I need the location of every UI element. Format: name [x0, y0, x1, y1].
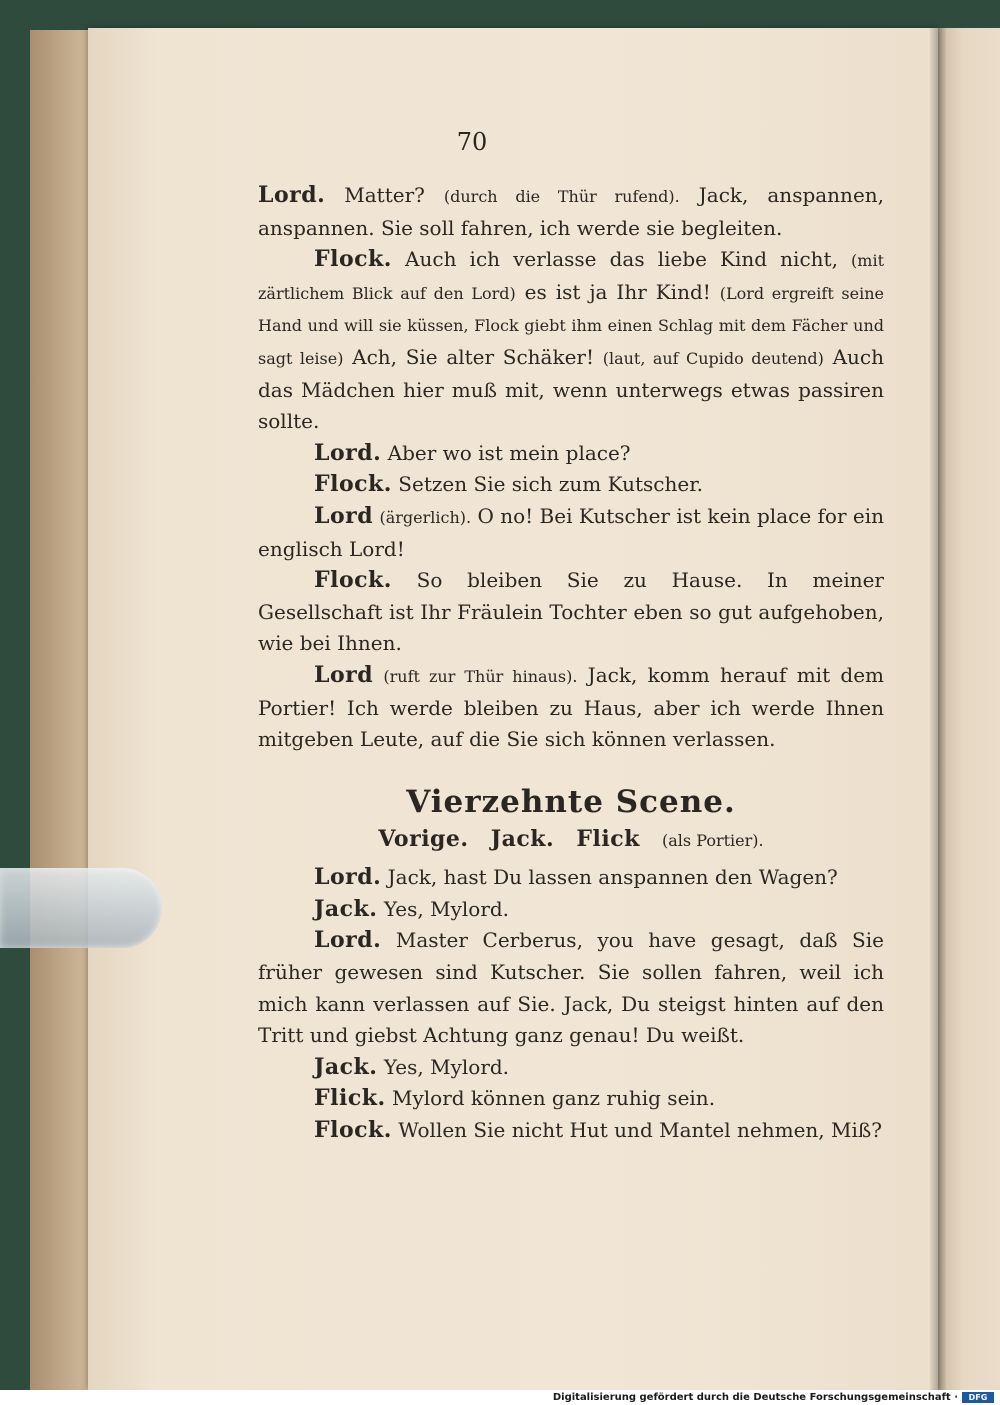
dialogue-paragraph: [258, 660, 884, 756]
speaker-name: Lord.: [314, 927, 382, 954]
page-text: [258, 180, 884, 1147]
dialogue-block-2: [258, 862, 884, 1146]
footer-credit: Digitalisierung gefördert durch die Deutsche Forschungsgemeinschaft ·: [552, 1392, 958, 1403]
dialogue-paragraph: [258, 244, 884, 438]
dialogue-text: Aber wo ist mein place?: [381, 440, 631, 465]
cast-line: [258, 824, 884, 857]
dialogue-text: Setzen Sie sich zum Kutscher.: [391, 472, 703, 497]
dialogue-text: Yes, Mylord.: [377, 896, 510, 921]
dialogue-paragraph: [258, 894, 884, 926]
dialogue-text: Ach, Sie alter Schäker!: [343, 344, 603, 369]
adjacent-page: [938, 28, 1000, 1390]
speaker-name: Lord: [314, 661, 374, 688]
dialogue-paragraph: [258, 469, 884, 501]
dialogue-paragraph: [258, 925, 884, 1051]
dialogue-text: O no! Bei Kutscher ist kein place for ein englisch Lord!: [258, 503, 884, 561]
dialogue-text: Jack, anspannen, anspannen. Sie soll fahren, ich werde sie begleiten.: [258, 183, 885, 240]
dialogue-paragraph: [258, 180, 884, 244]
speaker-name: Jack.: [314, 1053, 378, 1080]
dialogue-text: So bleiben Sie zu Hause. In meiner Gesellschaft ist Ihr Fräulein Tochter eben so gut aufgehoben, wie bei Ihnen.: [258, 568, 884, 656]
dialogue-text: Auch das Mädchen hier muß mit, wenn unterwegs etwas passiren sollte.: [258, 344, 884, 434]
spine-shadow: [930, 28, 946, 1390]
dialogue-text: es ist ja Ihr Kind!: [515, 279, 720, 304]
speaker-name: Lord.: [258, 182, 326, 208]
dialogue-text: Auch ich verlasse das liebe Kind nicht,: [391, 247, 852, 272]
speaker-name: Lord.: [314, 864, 382, 891]
speaker-name: Jack.: [314, 895, 378, 922]
dialogue-paragraph: [258, 1052, 884, 1084]
dialogue-text: Yes, Mylord.: [377, 1054, 510, 1079]
speaker-name: Flock.: [314, 246, 392, 273]
stage-direction: (ruft zur Thür hinaus).: [383, 666, 578, 686]
dialogue-paragraph: [258, 862, 884, 894]
dialogue-text: Mylord können ganz ruhig sein.: [385, 1086, 716, 1111]
dialogue-text: Wollen Sie nicht Hut und Mantel nehmen, Miß?: [391, 1118, 882, 1143]
dialogue-paragraph: [258, 501, 884, 565]
dfg-logo: DFG: [962, 1392, 994, 1403]
stage-direction: (Lord ergreift seine Hand und will sie küssen, Flock giebt ihm einen Schlag mit dem Fächer und sagt leise): [258, 283, 884, 368]
dialogue-text: Jack, hast Du lassen anspannen den Wagen?: [381, 865, 838, 890]
stage-direction: (durch die Thür rufend).: [443, 187, 680, 206]
stage-direction: (mit zärtlichem Blick auf den Lord): [258, 251, 884, 303]
speaker-name: Lord: [314, 502, 374, 529]
speaker-name: Flock.: [314, 471, 392, 498]
dialogue-text: Master Cerberus, you have gesagt, daß Sie früher gewesen sind Kutscher. Sie sollen fahren, weil ich mich kann verlassen auf Sie. Jack, Du steigst hinten auf den Tritt und giebst Achtung ganz genau! Du weißt.: [258, 928, 884, 1048]
speaker-name: Flock.: [314, 567, 392, 594]
stage-direction: (als Portier).: [662, 830, 764, 850]
dialogue-block-1: [258, 180, 884, 756]
stage-direction: (laut, auf Cupido deutend): [602, 348, 824, 368]
cast-name: Jack.: [490, 825, 563, 852]
dialogue-paragraph: [258, 565, 884, 660]
stage-direction: (ärgerlich).: [379, 507, 472, 527]
dialogue-text: [373, 663, 383, 687]
speaker-name: Flock.: [314, 1117, 392, 1144]
dialogue-text: Jack, komm herauf mit dem Portier! Ich werde bleiben zu Haus, aber ich werde Ihnen mitgeben Leute, auf die Sie sich können verlassen.: [258, 662, 884, 752]
glass-bookmark: [0, 868, 162, 948]
speaker-name: Lord.: [314, 439, 382, 466]
dialogue-text: Matter?: [325, 183, 444, 207]
dialogue-paragraph: [258, 1083, 884, 1115]
scene-heading: Vierzehnte Scene.: [406, 783, 736, 820]
dialogue-paragraph: [258, 438, 884, 470]
speaker-name: Flick.: [314, 1085, 386, 1112]
dialogue-paragraph: [258, 1115, 884, 1147]
cast-name: Vorige.: [378, 825, 477, 852]
cast-name: Flick: [576, 825, 649, 852]
page-number: 70: [456, 128, 488, 156]
